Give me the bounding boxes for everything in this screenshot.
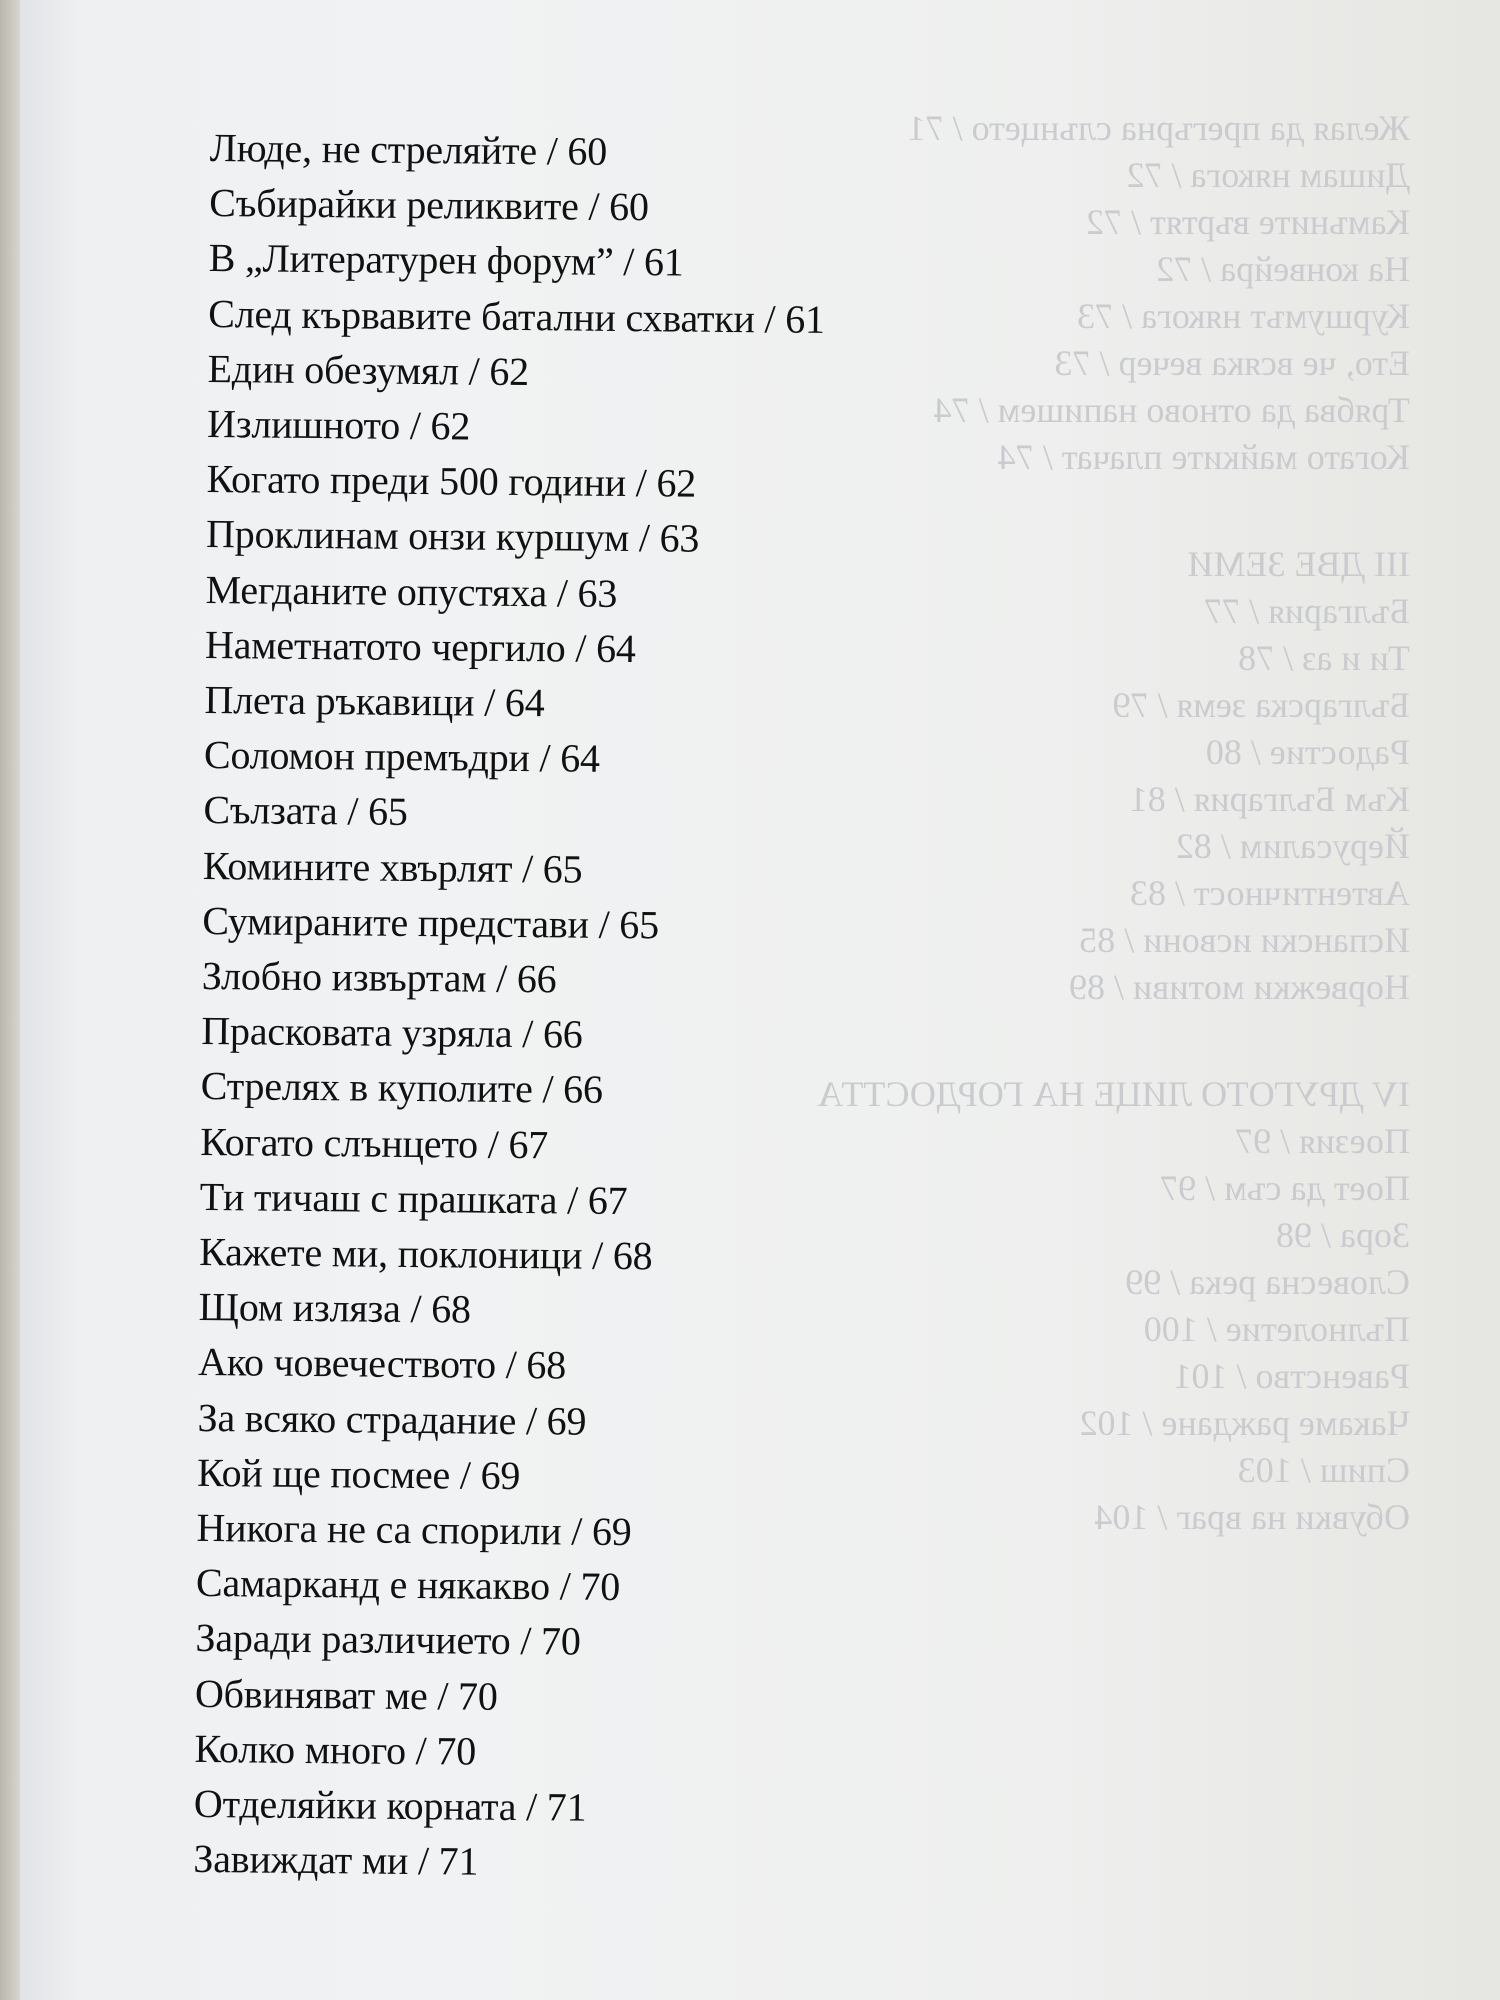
toc-entry: Един обезумял / 62: [207, 345, 530, 394]
toc-entry: За всяко страдание / 69: [197, 1394, 587, 1444]
bleed-line: Зора / 98: [1275, 1215, 1410, 1255]
toc-entry: Колко много / 70: [194, 1725, 477, 1774]
toc-entry: Кой ще посмее / 69: [196, 1449, 521, 1498]
toc-entry: Стрелях в куполите / 66: [200, 1063, 603, 1113]
bleed-line: България / 77: [1204, 591, 1410, 631]
toc-entry: Мегданите опустяха / 63: [205, 566, 618, 616]
bleed-line: Поезия / 97: [1235, 1121, 1410, 1161]
toc-entry: Ти тичаш с прашката / 67: [199, 1173, 628, 1223]
toc-entry: Завиждат ми / 71: [193, 1836, 479, 1884]
bleed-line: Поет да съм / 97: [1160, 1168, 1410, 1208]
bleed-line: Норвежки мотиви / 89: [1069, 967, 1410, 1007]
book-page: [20, 0, 1500, 2000]
toc-entry: Сълзата / 65: [203, 787, 408, 835]
toc-entry: Отделяйки корната / 71: [193, 1780, 587, 1830]
toc-entry: Люде, не стреляйте / 60: [209, 125, 608, 174]
bleed-line: Дишам някога / 72: [1126, 155, 1410, 195]
bleed-line: Камъните въртят / 72: [1086, 202, 1410, 242]
toc-entry: Обвиняват ме / 70: [194, 1670, 498, 1719]
bleed-line: Словесна река / 99: [1125, 1262, 1410, 1302]
book-gutter-shadow: [0, 0, 22, 2000]
toc-entry: Кажете ми, поклоници / 68: [198, 1228, 653, 1279]
toc-entry: Самарканд е някакво / 70: [195, 1560, 621, 1610]
bleed-line: Равенство / 101: [1173, 1356, 1410, 1396]
bleed-gap: [890, 1016, 1410, 1076]
bleed-line: Пълнолетие / 100: [1143, 1309, 1410, 1349]
reverse-page-bleed-through: [817, 108, 1410, 1546]
toc-entry: Когато преди 500 години / 62: [206, 456, 697, 506]
bleed-line: Спиш / 103: [1237, 1450, 1410, 1490]
bleed-line: Куршумът някога / 73: [1077, 296, 1410, 336]
toc-entry: Щом изляза / 68: [198, 1284, 472, 1332]
toc-entry: Злобно извъртам / 66: [201, 952, 557, 1002]
toc-entry: Събирайки реликвите / 60: [209, 180, 650, 230]
bleed-line: Ето, че всяка вечер / 73: [1054, 343, 1410, 383]
toc-entry: Сумираните представи / 65: [202, 897, 660, 948]
toc-entry: Проклинам онзи куршум / 63: [205, 511, 700, 562]
bleed-line: Към България / 81: [1129, 779, 1410, 819]
bleed-gap: [890, 486, 1410, 546]
bleed-line: Радостие / 80: [1205, 732, 1410, 772]
toc-entry: Соломон премъдри / 64: [203, 732, 601, 781]
toc-entry: Прасковата узряла / 66: [201, 1008, 583, 1057]
toc-entry: Ако човечеството / 68: [197, 1339, 567, 1388]
bleed-line: Трябва да отново напишем / 74: [933, 390, 1410, 430]
bleed-line: Обувки на враг / 104: [1094, 1497, 1410, 1537]
toc-entry: След кървавите батални схватки / 61: [208, 290, 826, 342]
bleed-line: Желая да прегърна слънцето / 71: [907, 108, 1410, 148]
bleed-line: Българска земя / 79: [1112, 685, 1410, 725]
toc-entry: Когато слънцето / 67: [200, 1118, 549, 1167]
bleed-line: Чакаме раждане / 102: [1079, 1403, 1410, 1443]
bleed-line: Испански исвони / 85: [1079, 920, 1410, 960]
bleed-line: Автентичност / 83: [1129, 873, 1410, 913]
toc-entry: Комините хвърлят / 65: [202, 842, 583, 892]
toc-entry: Излишното / 62: [206, 400, 471, 449]
toc-entry: Плета ръкавици / 64: [204, 676, 545, 726]
bleed-section-heading: IV ДРУГОТО ЛИЦЕ НА ГОРДОСТТА: [817, 1074, 1410, 1114]
bleed-line: Ти и аз / 78: [1238, 638, 1410, 678]
bleed-line: На конвейра / 72: [1156, 249, 1410, 289]
bleed-line: Йерусалим / 82: [1175, 826, 1410, 866]
bleed-section-heading: III ДВЕ ЗЕМИ: [1187, 544, 1410, 584]
toc-entry: Заради различието / 70: [195, 1615, 581, 1665]
toc-entry: Наметнатото чергило / 64: [204, 621, 636, 671]
toc-entry: В „Литературен форум” / 61: [208, 235, 684, 285]
bleed-line: Когато майките плачат / 74: [997, 437, 1410, 477]
toc-entry: Никога не са спорили / 69: [196, 1504, 632, 1555]
